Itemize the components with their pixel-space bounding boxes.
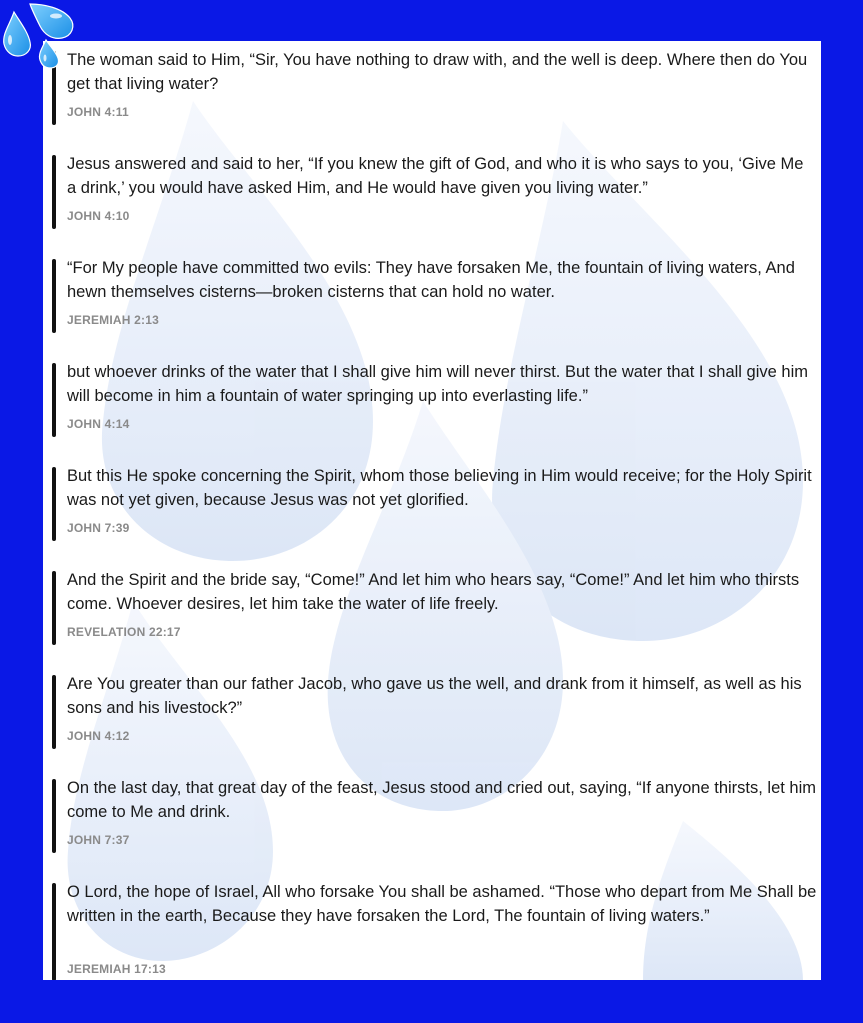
verse-reference: JOHN 4:10 bbox=[67, 209, 130, 223]
verse-text: Are You greater than our father Jacob, who gave us the well, and drank from it himself, as well as his sons and his livestock?” bbox=[67, 675, 802, 717]
quote-bar bbox=[52, 467, 56, 541]
verse-text: On the last day, that great day of the feast, Jesus stood and cried out, saying, “If anyone thirsts, let him come to Me and drink. bbox=[67, 779, 817, 821]
verse-reference: REVELATION 22:17 bbox=[67, 625, 181, 639]
verse-reference: JEREMIAH 17:13 bbox=[67, 962, 166, 976]
verse-item bbox=[43, 672, 821, 748]
verse-text: but whoever drinks of the water that I shall give him will never thirst. But the water that I shall give him will become in him a fountain of water springing up into everlasting life.” bbox=[67, 363, 809, 405]
verse-item bbox=[43, 880, 821, 980]
verse-reference: JOHN 4:14 bbox=[67, 417, 130, 431]
quote-bar bbox=[52, 571, 56, 645]
verse-item bbox=[43, 152, 821, 228]
verse-item bbox=[43, 568, 821, 644]
verse-text: O Lord, the hope of Israel, All who forsake You shall be ashamed. “Those who depart from Me Shall be written in the earth, Because they have forsaken the Lord, The fountain of living waters.” bbox=[67, 883, 817, 925]
verse-text: “For My people have committed two evils: They have forsaken Me, the fountain of living waters, And hewn themselves cisterns—broken cisterns that can hold no water. bbox=[67, 259, 795, 301]
verse-reference: JOHN 7:37 bbox=[67, 833, 130, 847]
verse-reference: JOHN 4:12 bbox=[67, 729, 130, 743]
verse-text: But this He spoke concerning the Spirit, whom those believing in Him would receive; for the Holy Spirit was not yet given, because Jesus was not yet glorified. bbox=[67, 467, 812, 509]
quote-bar bbox=[52, 779, 56, 853]
quote-bar bbox=[52, 259, 56, 333]
verse-item bbox=[43, 464, 821, 540]
verse-reference: JOHN 7:39 bbox=[67, 521, 130, 535]
verse-text: And the Spirit and the bride say, “Come!” And let him who hears say, “Come!” And let him who thirsts come. Whoever desires, let him take the water of life freely. bbox=[67, 571, 800, 613]
quote-bar bbox=[52, 363, 56, 437]
verse-text: Jesus answered and said to her, “If you knew the gift of God, and who it is who says to you, ‘Give Me a drink,’ you would have asked Him, and He would have given you living water.” bbox=[67, 155, 804, 197]
verse-text: The woman said to Him, “Sir, You have nothing to draw with, and the well is deep. Where then do You get that living water? bbox=[67, 51, 808, 93]
verse-panel bbox=[43, 41, 821, 980]
verse-item bbox=[43, 48, 821, 124]
verse-reference: JOHN 4:11 bbox=[67, 105, 129, 119]
quote-bar bbox=[52, 675, 56, 749]
quote-bar bbox=[52, 883, 56, 980]
droplets-emoji-icon bbox=[0, 0, 80, 80]
verse-item bbox=[43, 256, 821, 332]
verse-reference: JEREMIAH 2:13 bbox=[67, 313, 159, 327]
verse-item bbox=[43, 360, 821, 436]
quote-bar bbox=[52, 155, 56, 229]
verse-item bbox=[43, 776, 821, 852]
